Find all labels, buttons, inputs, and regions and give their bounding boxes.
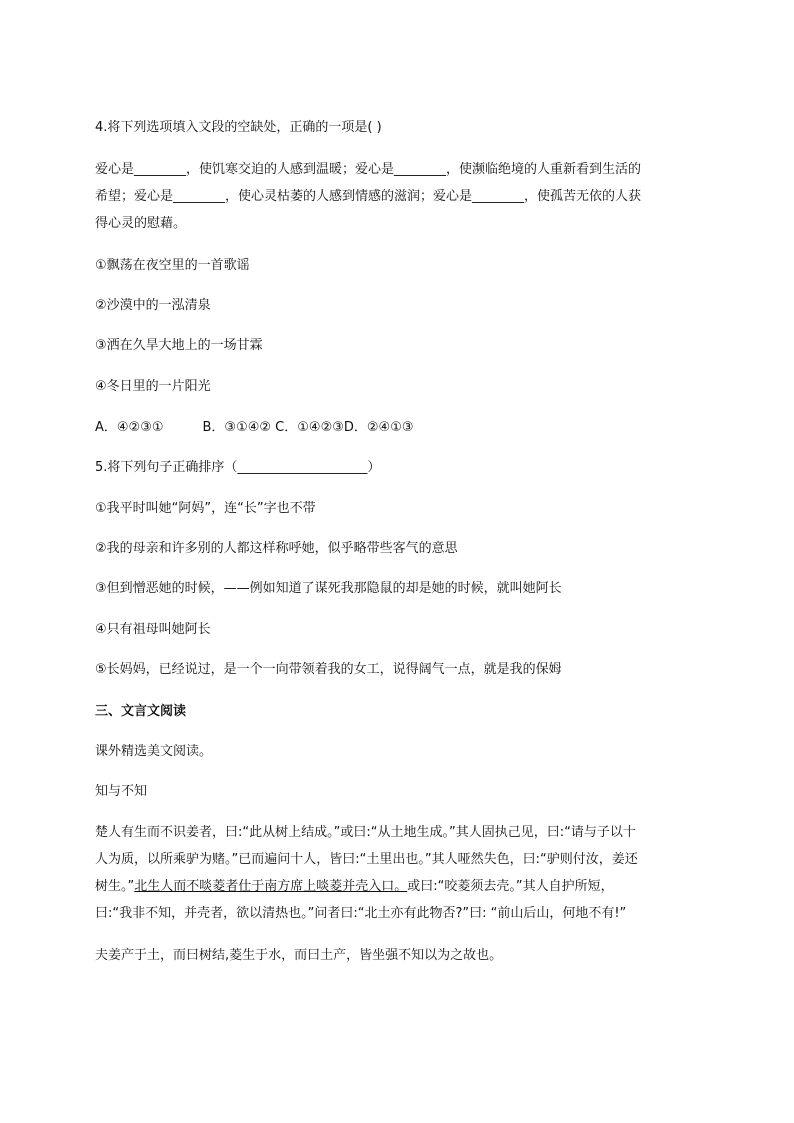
article-para-line-4: 曰:“我非不知，并壳者，欲以清热也。”问者曰:“北土亦有此物否?”曰: “前山后山，何地不有!” [95,906,627,921]
q5-sentence: ②我的母亲和许多别的人都这样称呼她，似乎略带些客气的意思 [95,541,458,556]
q4-passage-line-1: 爱心是________，使饥寒交迫的人感到温暖；爱心是________，使濒临绝境的人重新看到生活的 [95,162,642,177]
section-intro: 课外精选美文阅读。 [95,744,213,759]
q4-option: ①飘荡在夜空里的一首歌谣 [95,258,250,273]
q4-option: ②沙漠中的一泓清泉 [95,298,211,313]
para-line-3-start: 树生。” [95,879,135,894]
q4-choices: A．④②③① B．③①④② C．①④②③D．②④①③ [95,420,414,435]
article-para-line-1: 楚人有生而不识姜者，曰:“此从树上结成。”或曰:“从土地生成。”其人固执己见，曰:“请与子以十 [95,825,636,840]
q4-question: 4.将下列选项填入文段的空缺处，正确的一项是( ) [95,120,382,135]
article-para-line-2: 人为质，以所乘驴为赌。”已而遍问十人，皆曰:“土里出也。”其人哑然失色，曰:“驴则付汝，姜还 [95,852,638,867]
q5-sentence: ⑤长妈妈，已经说过，是一个一向带领着我的女工，说得阔气一点，就是我的保姆 [95,662,562,677]
underlined-sentence: 北生人而不啖菱者仕于南方席上啖菱并壳入口。 [134,879,408,894]
q4-option: ④冬日里的一片阳光 [95,379,211,394]
q4-option: ③洒在久旱大地上的一场甘霖 [95,338,263,353]
para-line-3-end: 或曰:“咬菱须去壳。”其人自护所短， [407,879,614,894]
q5-question: 5.将下列句子正确排序（____________________） [95,460,381,475]
article-title: 知与不知 [95,784,148,799]
q5-sentence: ④只有祖母叫她阿长 [95,622,211,637]
article-para-line-3 [95,873,705,900]
q5-sentence: ①我平时叫她“阿妈”，连“长”字也不带 [95,501,316,516]
article-conclusion: 夫姜产于土，而曰树结,菱生于水，而曰土产，皆坐强不知以为之故也。 [95,948,503,963]
q4-passage-line-2: 希望；爱心是________，使心灵枯萎的人感到情感的滋润；爱心是________，使孤苦无依的人获 [95,189,642,204]
q5-sentence: ③但到憎恶她的时候，——例如知道了谋死我那隐鼠的却是她的时候，就叫她阿长 [95,581,562,596]
q4-passage-line-3: 得心灵的慰藉。 [95,216,187,231]
section-heading: 三、文言文阅读 [95,704,187,719]
